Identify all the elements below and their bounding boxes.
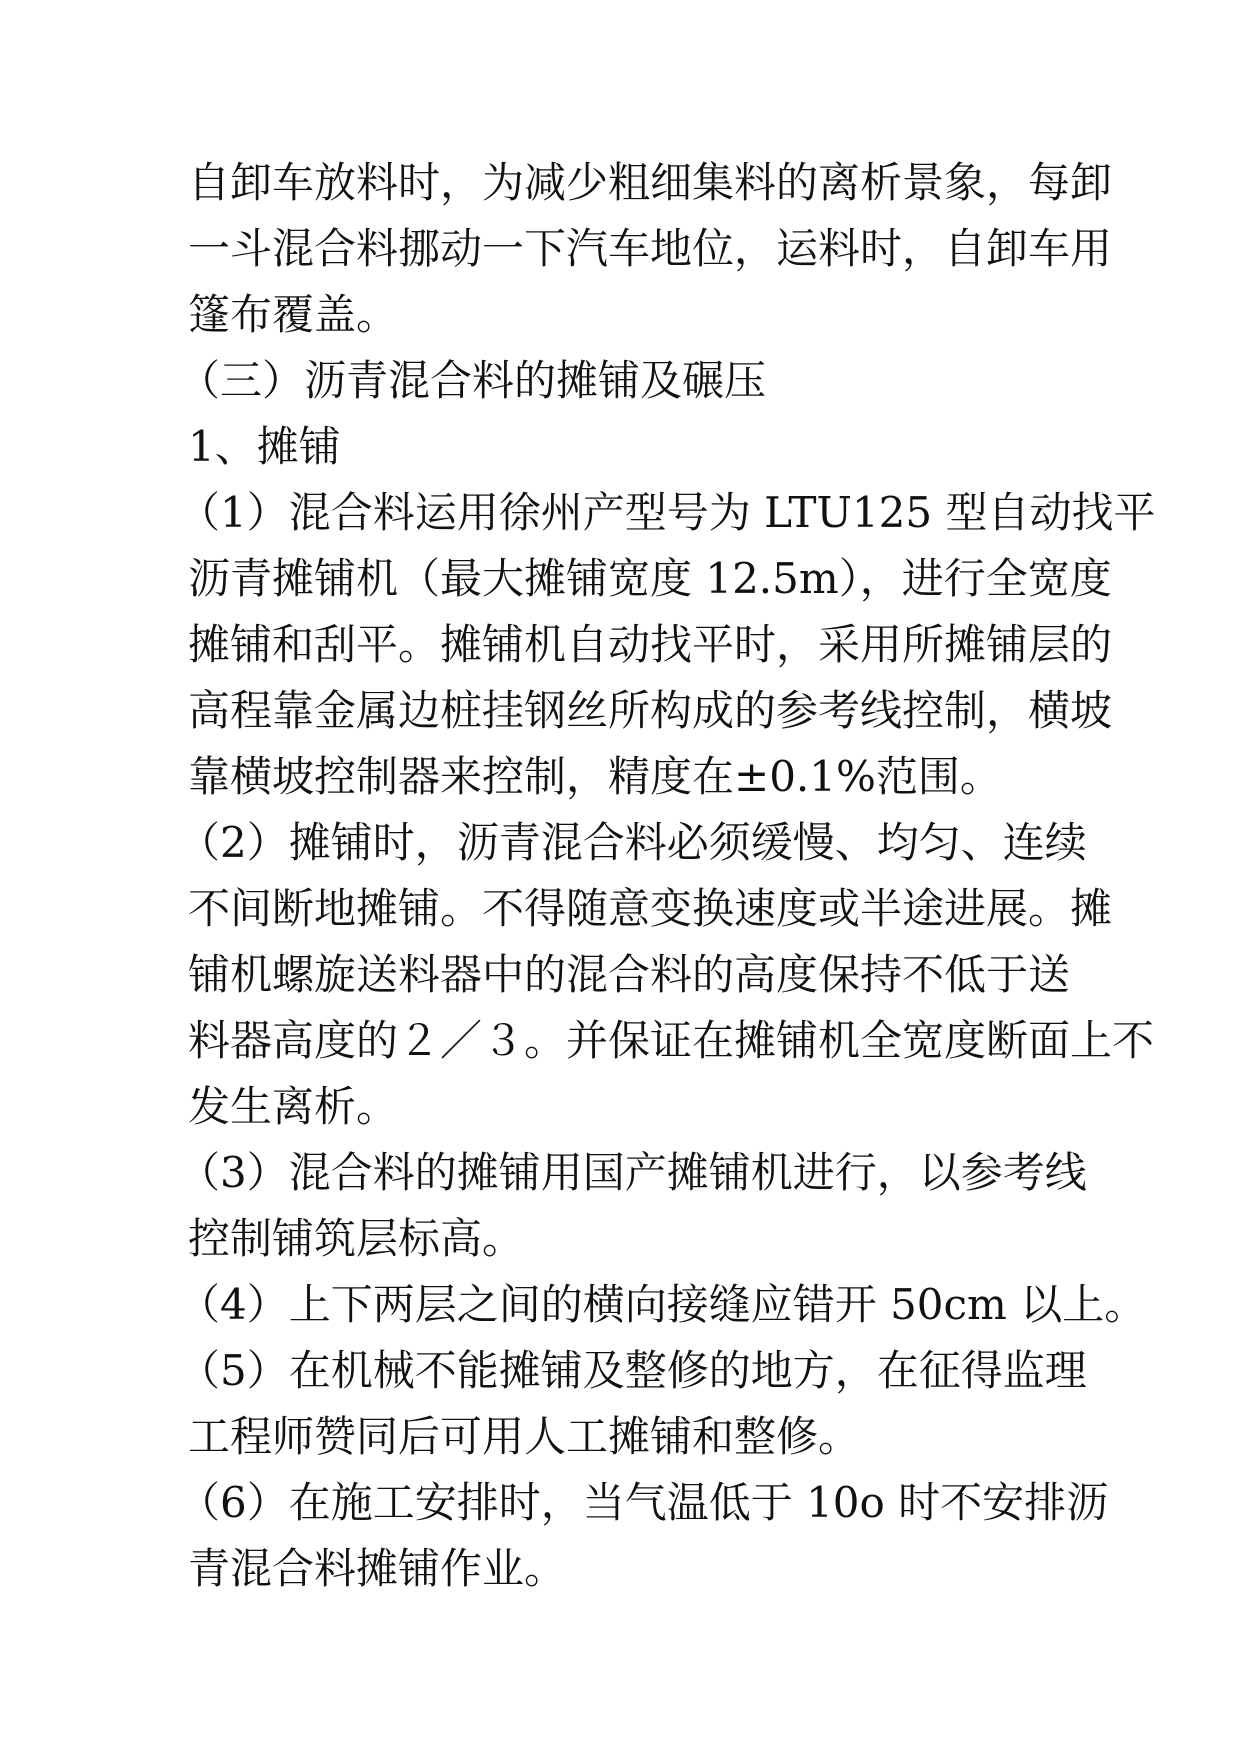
text-line: （5）在机械不能摊铺及整修的地方，在征得监理 xyxy=(178,1346,1087,1395)
text-line: （3）混合料的摊铺用国产摊铺机进行，以参考线 xyxy=(178,1148,1087,1197)
text-line: （6）在施工安排时，当气温低于 10o 时不安排沥 xyxy=(178,1478,1109,1527)
text-line: 工程师赞同后可用人工摊铺和整修。 xyxy=(188,1412,861,1461)
text-line: 发生离析。 xyxy=(188,1082,399,1131)
text-line: 料器高度的２／３。并保证在摊铺机全宽度断面上不 xyxy=(188,1016,1155,1065)
text-line: 沥青摊铺机（最大摊铺宽度 12.5m），进行全宽度 xyxy=(188,554,1112,603)
text-line: 铺机螺旋送料器中的混合料的高度保持不低于送 xyxy=(188,950,1071,999)
text-line: 不间断地摊铺。不得随意变换速度或半途进展。摊 xyxy=(188,884,1113,933)
section-heading: （三）沥青混合料的摊铺及碾压 xyxy=(178,356,767,405)
document-body xyxy=(178,150,1156,1602)
subsection-heading: 1、摊铺 xyxy=(188,422,341,471)
text-line: 一斗混合料挪动一下汽车地位，运料时，自卸车用 xyxy=(188,224,1113,273)
text-line: 青混合料摊铺作业。 xyxy=(188,1544,567,1593)
text-line: （2）摊铺时，沥青混合料必须缓慢、均匀、连续 xyxy=(178,818,1087,867)
text-line: （1）混合料运用徐州产型号为 LTU125 型自动找平 xyxy=(178,488,1156,537)
text-line: 控制铺筑层标高。 xyxy=(188,1214,525,1263)
text-line: （4）上下两层之间的横向接缝应错开 50cm 以上。 xyxy=(178,1280,1147,1329)
text-line: 摊铺和刮平。摊铺机自动找平时，采用所摊铺层的 xyxy=(188,620,1113,669)
text-line: 靠横坡控制器来控制，精度在±0.1%范围。 xyxy=(188,752,1002,801)
text-line: 篷布覆盖。 xyxy=(188,290,399,339)
text-line: 高程靠金属边桩挂钢丝所构成的参考线控制，横坡 xyxy=(188,686,1113,735)
text-line: 自卸车放料时，为减少粗细集料的离析景象，每卸 xyxy=(188,158,1113,207)
